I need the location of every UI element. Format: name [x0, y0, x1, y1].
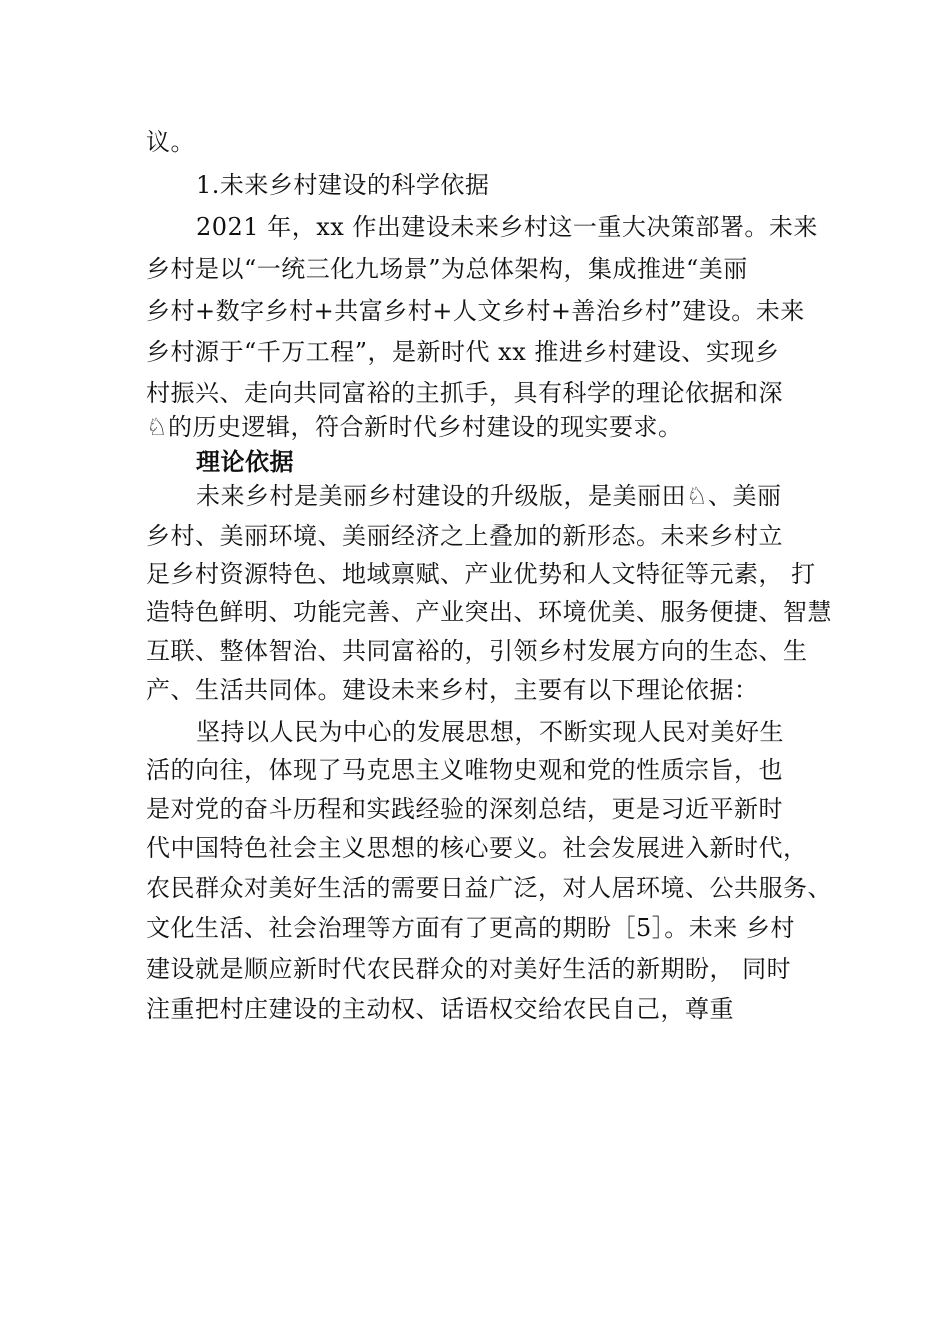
paragraph-line: 产、生活共同体。建设未来乡村，主要有以下理论依据： — [146, 676, 759, 704]
paragraph-line: 是对党的奋斗历程和实践经验的深刻总结，更是习近平新时 — [146, 795, 783, 823]
paragraph-line: 村振兴、走向共同富裕的主抓手，具有科学的理论依据和深 — [146, 379, 783, 407]
paragraph-line: 乡村源于“千万工程”，是新时代 xx 推进乡村建设、实现乡 — [146, 338, 780, 366]
paragraph-line: 互联、整体智治、共同富裕的，引领乡村发展方向的生态、生 — [146, 637, 808, 665]
paragraph-line: 注重把村庄建设的主动权、话语权交给农民自己，尊重 — [146, 995, 734, 1023]
paragraph-line: 造特色鲜明、功能完善、产业突出、环境优美、服务便捷、智慧 — [146, 598, 832, 626]
paragraph-line: 活的向往，体现了马克思主义唯物史观和党的性质宗旨，也 — [146, 756, 783, 784]
paragraph-line: 2021 年，xx 作出建设未来乡村这一重大决策部署。未来 — [196, 213, 818, 241]
paragraph-line: ♘的历史逻辑，符合新时代乡村建设的现实要求。 — [146, 413, 683, 441]
paragraph-line: 乡村是以“一统三化九场景”为总体架构，集成推进“美丽 — [146, 255, 748, 283]
paragraph-line: 文化生活、社会治理等方面有了更高的期盼［5］。未来 乡村 — [146, 914, 795, 942]
section-heading: 1.未来乡村建设的科学依据 — [196, 171, 490, 199]
paragraph-line: 代中国特色社会主义思想的核心要义。社会发展进入新时代， — [146, 834, 808, 862]
paragraph-line: 议。 — [146, 128, 195, 156]
paragraph-line: 未来乡村是美丽乡村建设的升级版，是美丽田♘、美丽 — [196, 482, 782, 510]
subsection-heading: 理论依据 — [196, 448, 294, 476]
paragraph-line: 农民群众对美好生活的需要日益广泛，对人居环境、公共服务、 — [146, 874, 832, 902]
paragraph-line: 建设就是顺应新时代农民群众的对美好生活的新期盼， 同时 — [146, 955, 792, 983]
paragraph-line: 足乡村资源特色、地域禀赋、产业优势和人文特征等元素， 打 — [146, 560, 816, 588]
paragraph-line: 乡村+数字乡村+共富乡村+人文乡村+善治乡村”建设。未来 — [146, 297, 805, 325]
paragraph-line: 坚持以人民为中心的发展思想，不断实现人民对美好生 — [196, 718, 784, 746]
paragraph-line: 乡村、美丽环境、美丽经济之上叠加的新形态。未来乡村立 — [146, 522, 783, 550]
